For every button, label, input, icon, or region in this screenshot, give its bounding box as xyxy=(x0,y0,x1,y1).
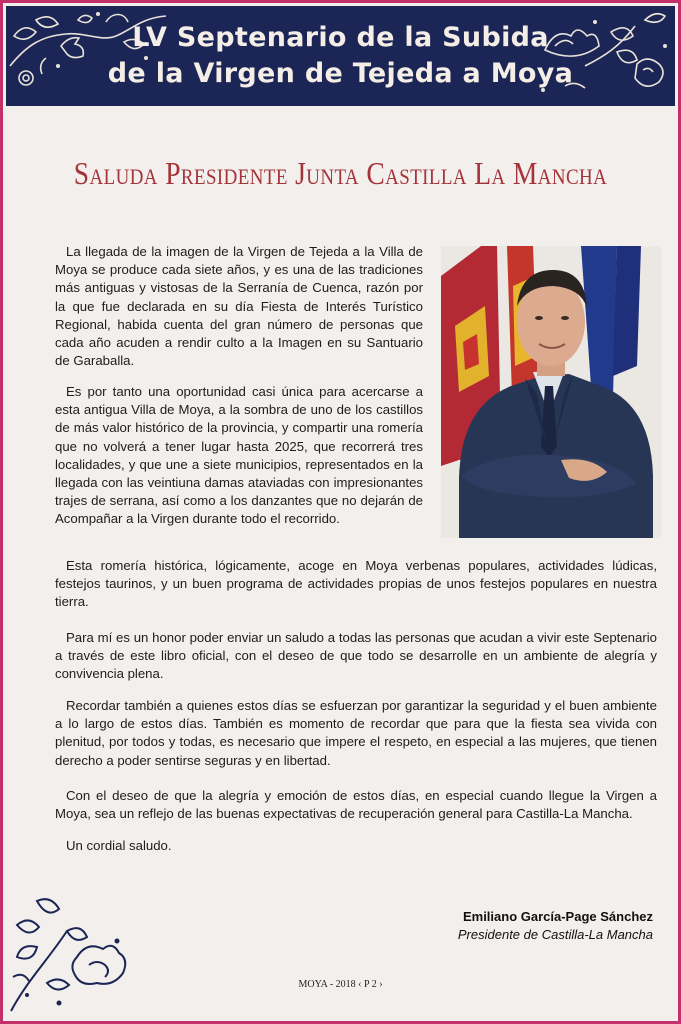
signature-block xyxy=(458,908,653,944)
header-title-line-2: de la Virgen de Tejeda a Moya xyxy=(107,58,574,89)
header-title-line-1: LV Septenario de la Subida xyxy=(132,22,549,53)
paragraph-5: Recordar también a quienes estos días se esfuerzan por garantizar la seguridad y el buen ambiente a lo largo de estos días. También es momento de recordar que para que la fiesta sea vivida con plenitud, por todos y todas, es necesario que impere el respeto, en especial a las mujeres, que tienen derecho a poder sentirse seguras y en libertad. xyxy=(55,698,657,768)
article-heading: Saluda Presidente Junta Castilla La Mancha xyxy=(73,155,608,191)
paragraph-7: Un cordial saludo. xyxy=(66,838,172,853)
floral-ornament-bottom-icon xyxy=(7,891,137,1017)
paragraph-1: La llegada de la imagen de la Virgen de Tejeda a la Villa de Moya se produce cada siete años, y es una de las tradiciones más antiguas y vistosas de la Serranía de Cuenca, razón por la que fue declarada en su día Fiesta de Interés Turístico Regional, habida cuenta del gran número de personas que cada año acuden a rendir culto a la Imagen en su Santuario de Garaballa. xyxy=(55,244,423,369)
signature-role: Presidente de Castilla-La Mancha xyxy=(457,927,653,942)
signature-name: Emiliano García-Page Sánchez xyxy=(462,909,653,924)
portrait-photo-icon xyxy=(441,246,661,538)
page-footer: MOYA - 2018 ‹ P 2 › xyxy=(298,979,383,990)
paragraph-6: Con el deseo de que la alegría y emoción de estos días, en especial cuando llegue la Virgen a Moya, sea un reflejo de las buenas expectativas de recuperación general para Castilla-La Mancha. xyxy=(55,788,657,822)
header-title xyxy=(6,20,675,92)
paragraph-3: Esta romería histórica, lógicamente, acoge en Moya verbenas populares, actividades lúdicas, festejos taurinos, y un buen programa de actividades propias de unos festejos populares en nuestra tierra. xyxy=(55,558,657,610)
header-banner xyxy=(6,6,675,106)
paragraph-4: Para mí es un honor poder enviar un saludo a todas las personas que acudan a vivir este Septenario a través de este libro oficial, con el deseo de que todo se desarrolle en un ambiente de alegría y convivencia plena. xyxy=(55,630,657,682)
paragraph-2: Es por tanto una oportunidad casi única para acercarse a esta antigua Villa de Moya, a la sombra de uno de los castillos de más valor histórico de la provincia, y compartir una romería que no volverá a tener lugar hasta 2025, que recorrerá tres localidades, y que une a siete municipios, representados en la llegada con las veintiuna damas ataviadas con impresionantes trajes de serrana, así como a los danzantes que no dejarán de Acompañar a la Virgen durante todo el recorrido. xyxy=(55,384,423,527)
portrait-photo xyxy=(441,246,661,538)
